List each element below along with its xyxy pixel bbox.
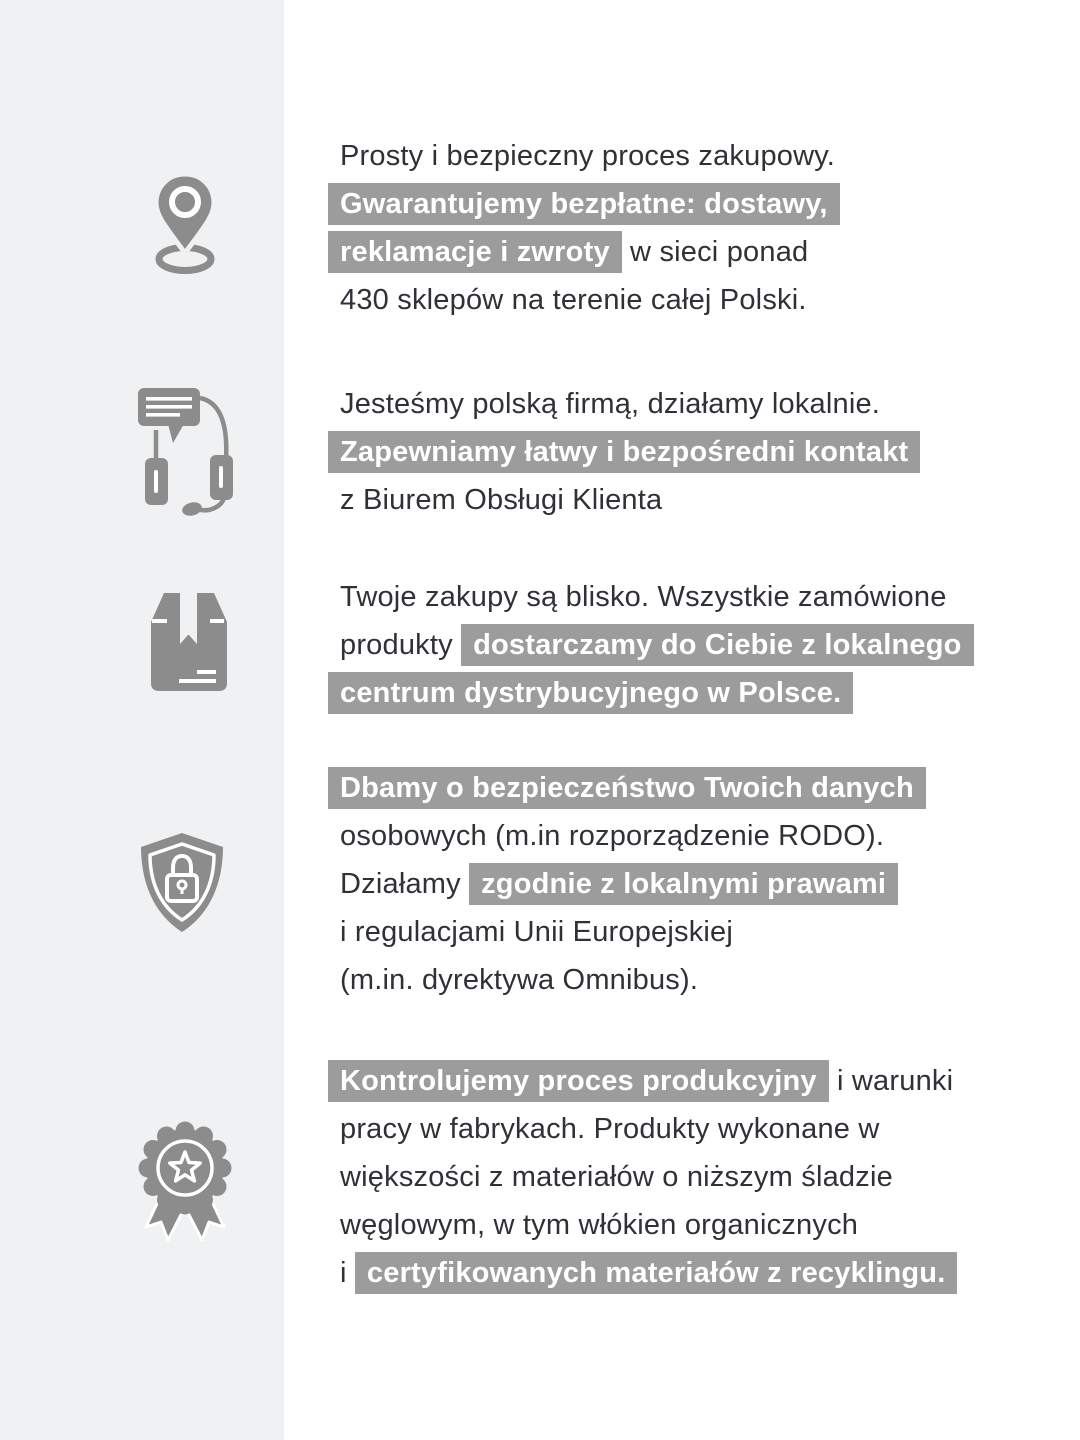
text-line bbox=[340, 1153, 1040, 1201]
plain-text: i bbox=[340, 1257, 355, 1289]
highlighted-text: Zapewniamy łatwy i bezpośredni kontakt bbox=[328, 431, 920, 473]
plain-text: Twoje zakupy są blisko. Wszystkie zamówione bbox=[340, 581, 947, 613]
plain-text: 430 sklepów na terenie całej Polski. bbox=[340, 284, 807, 316]
text-line bbox=[340, 621, 1040, 669]
highlighted-text: Dbamy o bezpieczeństwo Twoich danych bbox=[328, 767, 926, 809]
highlighted-text: reklamacje i zwroty bbox=[328, 231, 622, 273]
plain-text: w sieci ponad bbox=[621, 236, 809, 268]
text-line bbox=[340, 908, 1040, 956]
plain-text: i regulacjami Unii Europejskiej bbox=[340, 916, 734, 948]
highlighted-text: Gwarantujemy bezpłatne: dostawy, bbox=[328, 183, 840, 225]
text-line bbox=[340, 276, 1040, 324]
highlighted-text: certyfikowanych materiałów z recyklingu. bbox=[355, 1252, 958, 1294]
text-line bbox=[340, 573, 1040, 621]
highlighted-text: dostarczamy do Ciebie z lokalnego bbox=[461, 624, 973, 666]
package-icon bbox=[148, 590, 230, 694]
headset-chat-icon bbox=[136, 386, 236, 516]
text-line bbox=[340, 1105, 1040, 1153]
text-line bbox=[340, 812, 1040, 860]
text-line bbox=[340, 764, 1040, 812]
plain-text: (m.in. dyrektywa Omnibus). bbox=[340, 964, 699, 996]
text-line bbox=[340, 669, 1040, 717]
text-line bbox=[340, 228, 1040, 276]
info-section-local-distribution bbox=[340, 573, 1040, 717]
text-line bbox=[340, 1249, 1040, 1297]
plain-text: i warunki bbox=[828, 1065, 954, 1097]
text-line bbox=[340, 180, 1040, 228]
plain-text: Działamy bbox=[340, 868, 470, 900]
plain-text: pracy w fabrykach. Produkty wykonane w bbox=[340, 1113, 880, 1145]
text-line bbox=[340, 428, 1040, 476]
text-line bbox=[340, 860, 1040, 908]
highlighted-text: Kontrolujemy proces produkcyjny bbox=[328, 1060, 829, 1102]
info-section-data-security bbox=[340, 764, 1040, 1004]
plain-text: węglowym, w tym włókien organicznych bbox=[340, 1209, 859, 1241]
plain-text: osobowych (m.in rozporządzenie RODO). bbox=[340, 820, 885, 852]
info-section-shopping-process bbox=[340, 132, 1040, 324]
text-line bbox=[340, 1057, 1040, 1105]
shield-lock-icon bbox=[130, 831, 234, 935]
plain-text: większości z materiałów o niższym śladzie bbox=[340, 1161, 893, 1193]
plain-text: Jesteśmy polską firmą, działamy lokalnie. bbox=[340, 388, 881, 420]
text-line bbox=[340, 380, 1040, 428]
info-section-local-company-contact bbox=[340, 380, 1040, 524]
plain-text: produkty bbox=[340, 629, 462, 661]
plain-text: z Biurem Obsługi Klienta bbox=[340, 484, 663, 516]
award-badge-icon bbox=[128, 1119, 242, 1247]
highlighted-text: zgodnie z lokalnymi prawami bbox=[469, 863, 898, 905]
info-section-production-control bbox=[340, 1057, 1040, 1297]
highlighted-text: centrum dystrybucyjnego w Polsce. bbox=[328, 672, 853, 714]
text-line bbox=[340, 476, 1040, 524]
text-line bbox=[340, 956, 1040, 1004]
location-pin-icon bbox=[150, 170, 220, 278]
text-line bbox=[340, 132, 1040, 180]
plain-text: Prosty i bezpieczny proces zakupowy. bbox=[340, 140, 836, 172]
text-line bbox=[340, 1201, 1040, 1249]
